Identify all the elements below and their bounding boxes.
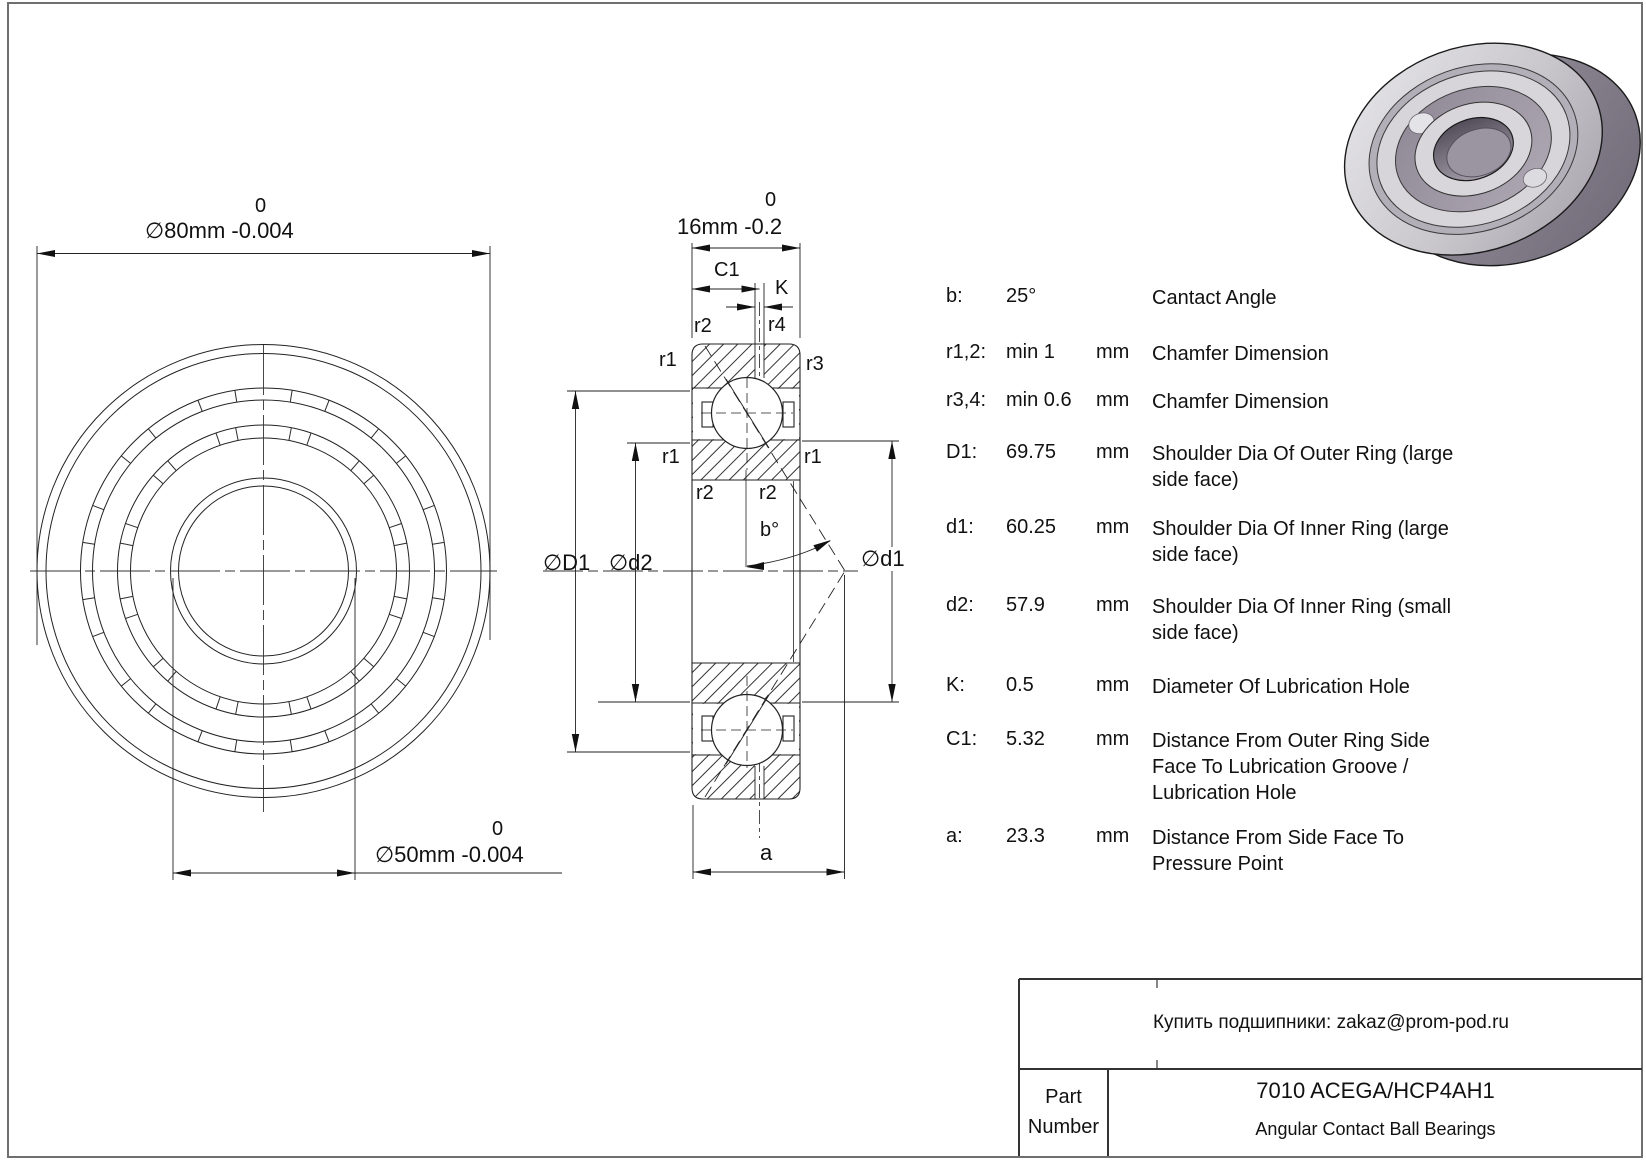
label-contact-angle: b° — [760, 519, 780, 541]
cage-segment — [783, 402, 794, 427]
label-dia-D1: ∅D1 — [543, 550, 591, 575]
arrowhead — [173, 870, 191, 877]
label-r2-lower-left: r2 — [696, 482, 714, 504]
spec-value: 5.32 — [1006, 728, 1045, 750]
spec-label: r3,4: — [946, 389, 987, 411]
spec-value: 69.75 — [1006, 441, 1057, 463]
arrowhead — [632, 443, 639, 461]
label-r4-top-right: r4 — [768, 314, 786, 336]
spec-value: 23.3 — [1006, 825, 1045, 847]
spec-label: D1: — [946, 441, 978, 463]
spec-desc: Shoulder Dia Of Inner Ring (large side face) — [1152, 518, 1449, 566]
spec-value: 25° — [1006, 285, 1037, 307]
spec-label: b: — [946, 285, 963, 307]
arrowhead — [337, 870, 355, 877]
spec-unit: mm — [1096, 825, 1130, 847]
seller-contact-text: Купить подшипники: zakaz@prom-pod.ru — [1152, 1012, 1510, 1033]
arrowhead — [693, 869, 711, 876]
arrowhead — [572, 734, 579, 752]
spec-unit: mm — [1096, 728, 1130, 750]
arrowhead — [813, 540, 831, 552]
spec-value: min 1 — [1006, 341, 1055, 363]
label-a: a — [760, 840, 773, 865]
spec-unit: mm — [1096, 516, 1130, 538]
spec-label: d1: — [946, 516, 974, 538]
part-number-label: Part Number — [1027, 1086, 1100, 1138]
width-tolerance-upper: 0 — [765, 189, 777, 211]
arrowhead — [572, 391, 579, 409]
front-view-drawing — [30, 246, 562, 880]
spec-label: K: — [946, 674, 965, 696]
spec-value: 60.25 — [1006, 516, 1057, 538]
spec-unit: mm — [1096, 341, 1130, 363]
label-c1: C1 — [714, 259, 740, 281]
arrowhead — [37, 250, 55, 257]
spec-desc: Chamfer Dimension — [1152, 343, 1329, 365]
spec-unit: mm — [1096, 594, 1130, 616]
section-view-drawing — [543, 243, 899, 879]
spec-desc: Chamfer Dimension — [1152, 391, 1329, 413]
width-dimension-text: 16mm -0.2 — [677, 214, 783, 239]
spec-unit: mm — [1096, 389, 1130, 411]
spec-value: 57.9 — [1006, 594, 1045, 616]
arrowhead — [888, 441, 895, 459]
label-r2-top-left: r2 — [694, 315, 712, 337]
label-r1-upper-left: r1 — [659, 349, 677, 371]
bore-dimension-text: ∅50mm -0.004 — [375, 842, 524, 867]
spec-unit: mm — [1096, 674, 1130, 696]
cage-segment — [783, 716, 794, 741]
label-r1-mid-left: r1 — [662, 446, 680, 468]
spec-value: 0.5 — [1006, 674, 1034, 696]
arrowhead — [782, 245, 800, 252]
label-r3-upper-right: r3 — [806, 353, 824, 375]
spec-unit: mm — [1096, 441, 1130, 463]
spec-desc: Cantact Angle — [1152, 287, 1277, 309]
spec-desc: Shoulder Dia Of Inner Ring (small side face) — [1152, 596, 1452, 644]
label-r1-mid-right: r1 — [804, 446, 822, 468]
label-dia-d2: ∅d2 — [609, 550, 653, 575]
spec-value: min 0.6 — [1006, 389, 1072, 411]
bearing-type-text: Angular Contact Ball Bearings — [1255, 1119, 1496, 1139]
label-r2-lower-right: r2 — [759, 482, 777, 504]
arrowhead — [764, 304, 782, 311]
spec-desc: Distance From Outer Ring Side Face To Lubrication Groove / Lubrication Hole — [1152, 730, 1430, 804]
label-k: K — [775, 277, 789, 299]
spec-desc: Diameter Of Lubrication Hole — [1152, 676, 1410, 698]
spec-desc: Distance From Side Face To Pressure Point — [1152, 827, 1404, 875]
arrowhead — [827, 869, 845, 876]
od-dimension-text: ∅80mm -0.004 — [145, 218, 294, 243]
spec-desc: Shoulder Dia Of Outer Ring (large side face) — [1152, 443, 1454, 491]
spec-label: C1: — [946, 728, 978, 750]
arrowhead — [632, 684, 639, 702]
bearing-3d-image — [1315, 0, 1646, 312]
od-tolerance-upper: 0 — [255, 195, 267, 217]
arrowhead — [737, 304, 755, 311]
spec-label: r1,2: — [946, 341, 987, 363]
part-number-value: 7010 ACEGA/HCP4AH1 — [1256, 1078, 1495, 1103]
label-dia-d1: ∅d1 — [861, 546, 905, 571]
spec-label: d2: — [946, 594, 974, 616]
bore-tolerance-upper: 0 — [492, 818, 504, 840]
arrowhead — [472, 250, 490, 257]
spec-label: a: — [946, 825, 963, 847]
arrowhead — [692, 245, 710, 252]
arrowhead — [742, 286, 760, 293]
arrowhead — [888, 684, 895, 702]
arrowhead — [692, 286, 710, 293]
